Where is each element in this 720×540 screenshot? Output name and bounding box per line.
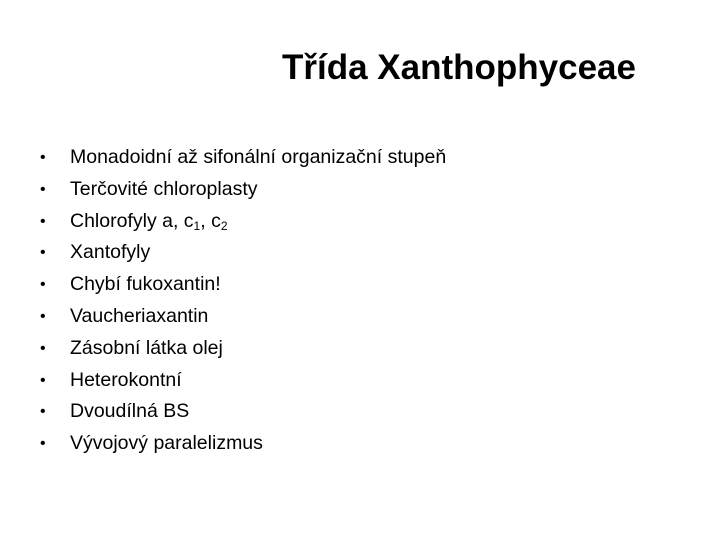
bullet-item-4 [40, 237, 446, 269]
bullet-item-1 [40, 142, 446, 174]
bullet-item-3 [40, 206, 446, 238]
bullet-icon: • [40, 339, 46, 357]
bullet-item-6 [40, 301, 446, 333]
bullet-icon: • [40, 149, 46, 166]
bullet-list [40, 142, 446, 460]
bullet-text: Terčovité chloroplasty [70, 177, 258, 200]
bullet-text: Chybí fukoxantin! [70, 273, 221, 296]
chlorophyll-text: Chlorofyly a, c [70, 209, 194, 232]
bullet-icon: • [40, 244, 46, 262]
bullet-icon: • [40, 371, 46, 389]
bullet-text: Zásobní látka olej [70, 336, 223, 359]
bullet-icon: • [40, 212, 46, 230]
bullet-item-5 [40, 269, 446, 301]
chlorophyll-mid: , c [200, 209, 221, 232]
bullet-text: Heterokontní [70, 368, 182, 391]
bullet-item-8 [40, 365, 446, 397]
bullet-icon: • [40, 276, 46, 294]
bullet-text-chlorophyll [70, 206, 228, 238]
bullet-icon: • [40, 435, 46, 453]
bullet-item-7 [40, 333, 446, 365]
bullet-icon: • [40, 180, 46, 198]
slide-title: Třída Xanthophyceae [282, 48, 636, 87]
bullet-text: Vývojový paralelizmus [70, 432, 263, 455]
bullet-item-10 [40, 428, 446, 460]
bullet-text: Xantofyly [70, 241, 151, 264]
bullet-text: Monadoidní až sifonální organizační stupeň [70, 146, 447, 168]
subscript-1: 1 [193, 218, 201, 233]
bullet-text: Dvoudílná BS [70, 400, 190, 423]
bullet-icon: • [40, 403, 46, 421]
bullet-item-9 [40, 396, 446, 428]
bullet-item-2 [40, 174, 446, 206]
bullet-icon: • [40, 307, 46, 325]
bullet-text: Vaucheriaxantin [70, 304, 209, 327]
subscript-2: 2 [220, 218, 228, 233]
